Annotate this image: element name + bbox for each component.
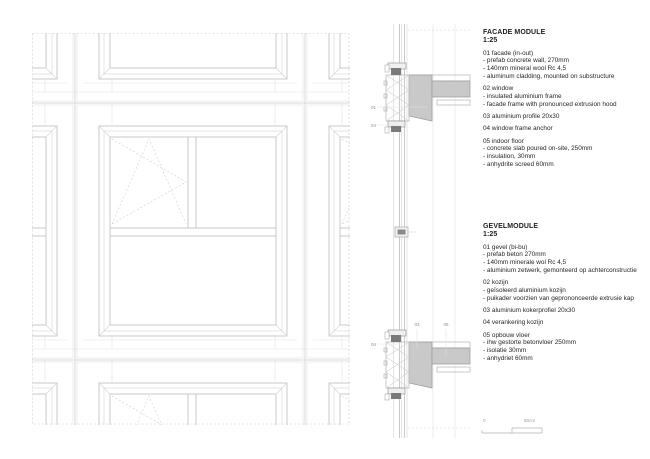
legend-paragraph [483, 279, 650, 302]
facade-section-drawing [370, 18, 474, 444]
legend-line: 02 kozijn [483, 279, 509, 287]
legend-line: 04 verankering kozijn [483, 319, 544, 327]
legend-nl-title: GEVELMODULE [483, 223, 539, 230]
legend-line: - aluminum cladding, mounted on substructure [483, 72, 615, 80]
elevation-modules [32, 33, 350, 425]
legend-line: - geïsoleerd aluminium kozijn [483, 286, 566, 294]
legend-nl-scale: 1:25 [483, 231, 498, 238]
legend-line: 05 opbouw vloer [483, 331, 530, 339]
legend-facade-module [483, 29, 650, 169]
legend-paragraph [483, 50, 650, 81]
legend-line: - aluminium zetwerk, gemonteerd op achterconstructie [483, 266, 637, 274]
legend-line: - puikader voorzien van geprononceerde extrusie kap [483, 294, 634, 302]
scale-bar-zero-label: 0 [483, 418, 486, 423]
legend-line: 03 aluminium kokerprofiel 20x30 [483, 307, 576, 315]
legend-line: - prefab concrete wall, 270mm [483, 57, 569, 65]
legend-en-scale: 1:25 [483, 37, 498, 44]
legend-line: 02 window [483, 85, 514, 93]
legend-line: 05 indoor floor [483, 137, 524, 145]
legend-gevelmodule [483, 223, 650, 363]
section-transom-profile [395, 227, 416, 237]
legend-line: - ihw gestorte betonvloer 250mm [483, 339, 577, 347]
legend-line: - prefab beton 270mm [483, 251, 546, 259]
legend-line: - isolatie 30mm [483, 347, 527, 355]
legend-en-title: FACADE MODULE [483, 29, 546, 36]
legend-line: - anhydrite screed 60mm [483, 161, 554, 169]
legend-line: - concrete slab poured on-site, 250mm [483, 145, 593, 153]
legend-paragraph [483, 113, 650, 121]
section-label-lower-top-2: 05 [443, 322, 449, 327]
legend-line: - 140mm mineral wool Rc 4,5 [483, 65, 567, 73]
legend-line: 01 gevel (bi-bu) [483, 243, 528, 251]
legend-paragraph [483, 307, 650, 315]
legend-line: - 140mm minerale wol Rc 4,5 [483, 259, 567, 267]
legend-line: 03 aluminium profile 20x30 [483, 113, 560, 121]
facade-elevation-drawing [32, 33, 350, 425]
legend-paragraph [483, 319, 650, 327]
legend-line: 01 facade (in-out) [483, 49, 534, 57]
section-label-upper-1: 01 [370, 105, 376, 110]
legend-line: - insulation, 30mm [483, 153, 536, 161]
scale-bar-max-label: 50cm [524, 418, 536, 423]
section-label-lower-top-1: 03 [414, 322, 420, 327]
legend-paragraph [483, 125, 650, 133]
section-label-upper-2: 04 [370, 123, 376, 128]
scale-bar [478, 412, 548, 438]
legend-line: 04 window frame anchor [483, 125, 553, 133]
legend-paragraph [483, 244, 650, 275]
legend-line: - insulated aluminium frame [483, 92, 562, 100]
legend-paragraph [483, 332, 650, 363]
section-label-lower-left: 04 [370, 342, 376, 347]
legend-line: - anhydriet 60mm [483, 355, 533, 363]
legend-en-items [483, 50, 650, 169]
legend-paragraph [483, 138, 650, 169]
legend-nl-items [483, 244, 650, 363]
legend-paragraph [483, 85, 650, 108]
legend-line: - facade frame with pronounced extrusion hood [483, 100, 617, 108]
